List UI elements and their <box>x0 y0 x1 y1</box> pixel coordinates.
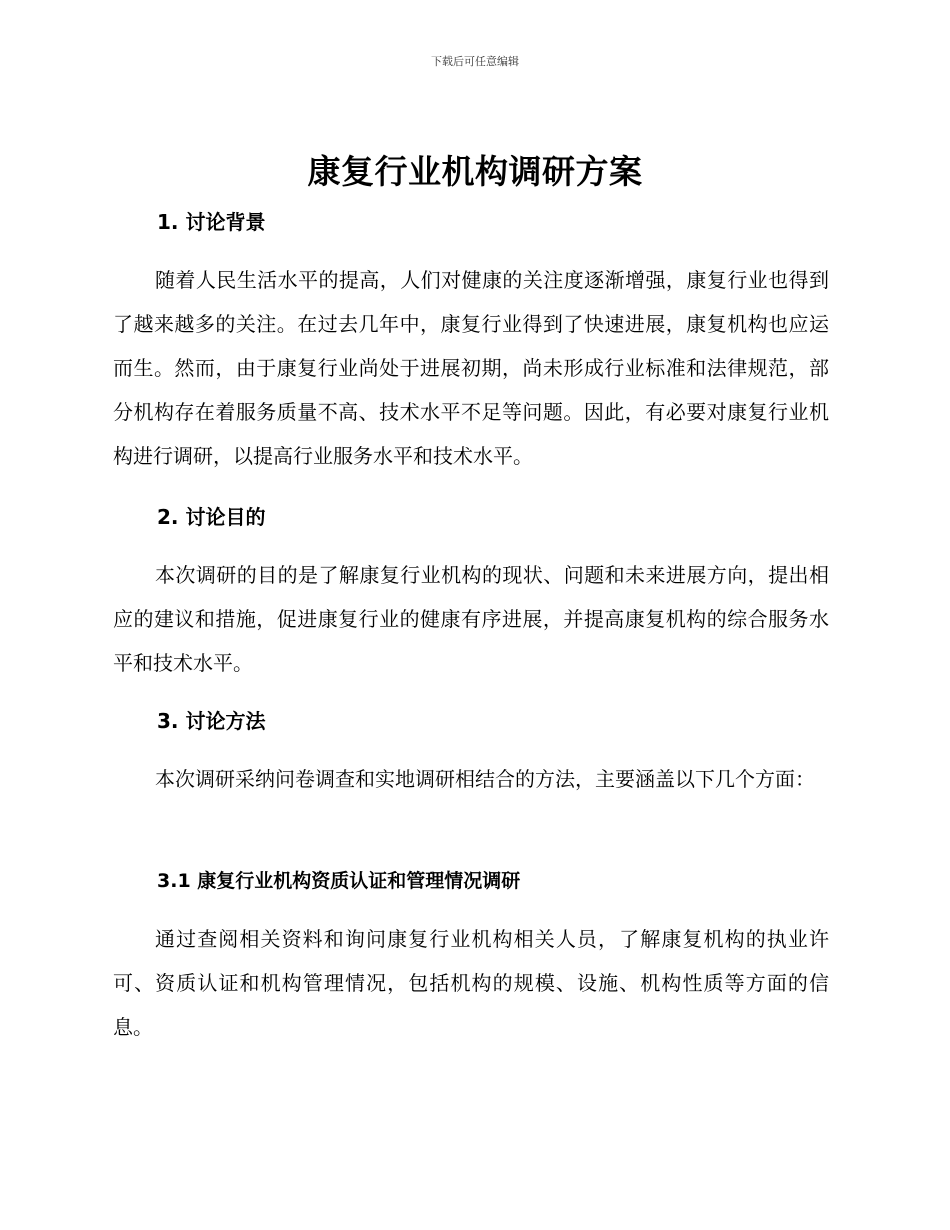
document-title: 康复行业机构调研方案 <box>307 152 643 191</box>
section-heading-background: 1. 讨论背景 <box>157 210 266 234</box>
section-paragraph-method: 本次调研采纳问卷调查和实地调研相结合的方法，主要涵盖以下几个方面： <box>155 767 815 791</box>
section-paragraph-purpose: 本次调研的目的是了解康复行业机构的现状、问题和未来进展方向，提出相应的建议和措施，促进康复行业的健康有序进展，并提高康复机构的综合服务水平和技术水平。 <box>113 563 829 675</box>
section-heading-method: 3. 讨论方法 <box>157 709 266 733</box>
section-heading-purpose: 2. 讨论目的 <box>157 505 266 529</box>
page-header-note: 下载后可任意编辑 <box>431 55 519 68</box>
subsection-heading-qualification: 3.1 康复行业机构资质认证和管理情况调研 <box>157 870 521 892</box>
section-paragraph-background: 随着人民生活水平的提高，人们对健康的关注度逐渐增强，康复行业也得到了越来越多的关注。在过去几年中，康复行业得到了快速进展，康复机构也应运而生。然而，由于康复行业尚处于进展初期，尚未形成行业标准和法律规范，部分机构存在着服务质量不高、技术水平不足等问题。因此，有必要对康复行业机构进行调研，以提高行业服务水平和技术水平。 <box>113 268 829 468</box>
subsection-paragraph-qualification: 通过查阅相关资料和询问康复行业机构相关人员，了解康复机构的执业许可、资质认证和机构管理情况，包括机构的规模、设施、机构性质等方面的信息。 <box>113 927 829 1039</box>
